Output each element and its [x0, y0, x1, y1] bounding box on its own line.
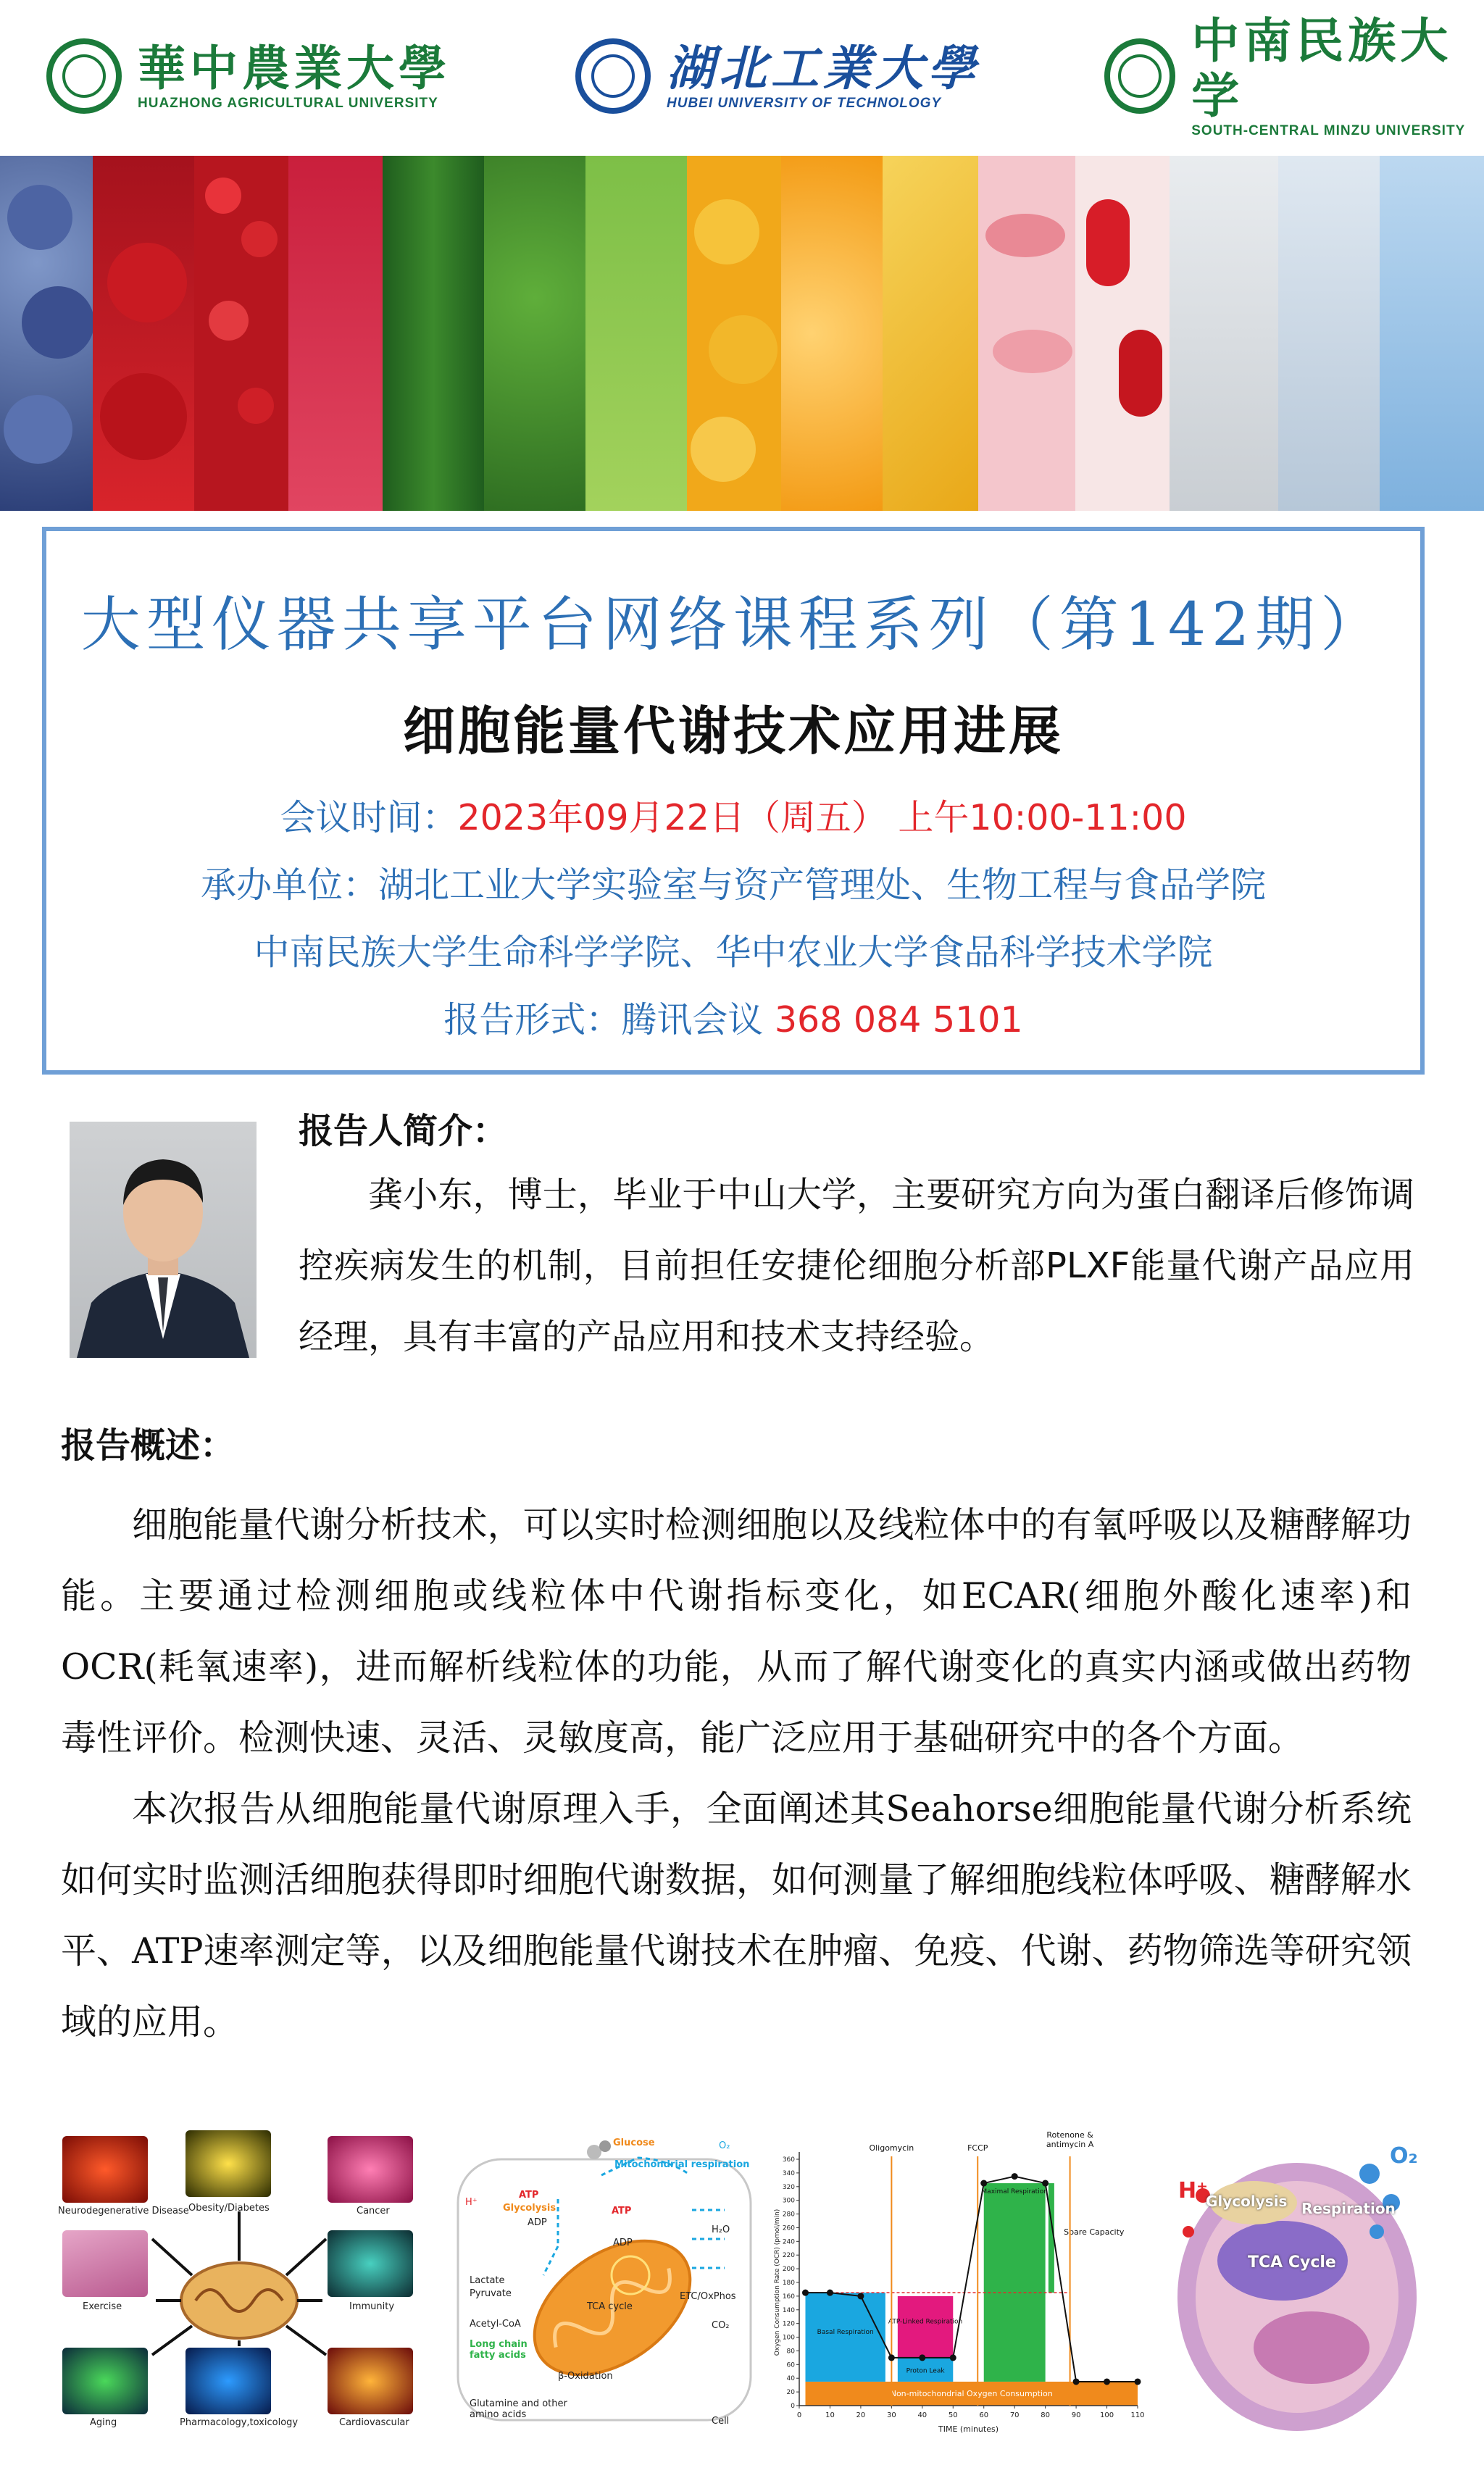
blue-tablets-strip: [1380, 156, 1484, 511]
label-neurodegenerative: Neurodegenerative Disease: [58, 2206, 189, 2216]
huazhong-seal-icon: [46, 38, 122, 114]
orange-slice-strip: [781, 156, 883, 511]
label-aging: Aging: [90, 2417, 117, 2428]
ocr-data-point: [1104, 2378, 1110, 2385]
hubei-seal-icon: [575, 38, 651, 114]
y-axis-label: Oxygen Consumption Rate (OCR) (pmol/min): [774, 2209, 781, 2356]
label-etc-oxphos: ETC/OxPhos: [680, 2291, 736, 2302]
injection-label: FCCP: [967, 2143, 988, 2153]
region-label-maximal: Maximal Respiration: [981, 2188, 1048, 2196]
label-adp-mito: ADP: [613, 2238, 633, 2248]
injection-label: antimycin A: [1046, 2140, 1094, 2149]
ocr-data-point: [1073, 2378, 1080, 2385]
label-cardiovascular: Cardiovascular: [339, 2417, 409, 2428]
ocr-chart-svg: [772, 2130, 1149, 2435]
label-cancer: Cancer: [357, 2206, 390, 2216]
organizer-value: 湖北工业大学实验室与资产管理处、生物工程与食品学院: [378, 864, 1267, 906]
y-tick-label: 300: [782, 2197, 795, 2205]
region-maximal: [984, 2183, 1046, 2382]
logo-name-cn: 華中農業大學: [138, 40, 451, 96]
broccoli-strip: [484, 156, 585, 511]
x-tick-label: 70: [1009, 2411, 1020, 2419]
tencent-meeting-id[interactable]: 368 084 5101: [774, 999, 1023, 1041]
label-atp-glycolysis: ATP: [519, 2190, 539, 2201]
ocr-data-point: [802, 2290, 809, 2296]
cherries-strip: [93, 156, 194, 511]
x-axis-label: TIME (minutes): [938, 2424, 999, 2434]
x-tick-label: 50: [948, 2411, 958, 2419]
organizer-line-1: [46, 857, 1420, 908]
injection-label: Rotenone &: [1046, 2130, 1093, 2140]
label-h-plus-cell: H⁺: [1178, 2178, 1208, 2203]
ocr-data-point: [1042, 2180, 1049, 2187]
y-tick-label: 160: [782, 2293, 795, 2301]
logo-name-cn: 湖北工業大學: [667, 40, 980, 96]
ocr-mito-stress-chart: [772, 2130, 1149, 2435]
overview-paragraph-1: 细胞能量代谢分析技术，可以实时检测细胞以及线粒体中的有氧呼吸以及糖酵解功能。主要通过检测细胞或线粒体中代谢指标变化，如ECAR(细胞外酸化速率)和OCR(耗氧速率)，进而解析线粒体的功能，从而了解代谢变化的真实内涵或做出药物毒性评价。检测快速、灵活、灵敏度高，能广泛应用于基础研究中的各个方面。: [61, 1504, 1412, 1759]
y-tick-label: 240: [782, 2238, 795, 2246]
region-atp-linked: [898, 2296, 953, 2358]
region-label-basal: Basal Respiration: [817, 2328, 874, 2336]
university-logos: [0, 0, 1484, 152]
ocr-data-point: [1135, 2378, 1141, 2385]
y-tick-label: 60: [786, 2361, 795, 2369]
meeting-time-value: 2023年09月22日（周五） 上午10:00-11:00: [457, 797, 1187, 838]
organizer-line-2: 中南民族大学生命科学学院、华中农业大学食品科学技术学院: [254, 932, 1213, 973]
ocr-data-point: [888, 2354, 895, 2361]
label-lactate: Lactate: [470, 2275, 505, 2286]
meeting-format: [46, 992, 1420, 1043]
raspberries-strip: [288, 156, 383, 511]
blueberries-strip: [0, 156, 93, 511]
meeting-time-label: 会议时间：: [280, 797, 458, 838]
x-tick-label: 100: [1099, 2411, 1114, 2419]
ocr-data-point: [1012, 2173, 1018, 2180]
logo-name-en: SOUTH-CENTRAL MINZU UNIVERSITY: [1191, 123, 1466, 138]
label-glycolysis: Glycolysis: [503, 2203, 556, 2214]
label-h-plus: H⁺: [465, 2197, 478, 2208]
white-capsules-strip: [1170, 156, 1278, 511]
label-respiration-cell: Respiration: [1301, 2200, 1396, 2217]
ocr-data-point: [857, 2293, 864, 2299]
gel-capsules-strip: [883, 156, 978, 511]
y-tick-label: 140: [782, 2306, 795, 2314]
y-tick-label: 260: [782, 2224, 795, 2232]
label-cell: Cell: [712, 2416, 730, 2427]
organizer-label: 承办单位：: [200, 864, 378, 906]
cell-energy-illustration: [1159, 2130, 1427, 2435]
speaker-bio: [299, 1159, 1414, 1372]
x-tick-label: 80: [1041, 2411, 1051, 2419]
y-tick-label: 40: [786, 2375, 795, 2383]
label-glucose: Glucose: [613, 2138, 655, 2148]
region-label-atp-linked: ATP-Linked Respiration: [888, 2318, 963, 2326]
y-tick-label: 80: [786, 2348, 795, 2356]
label-co2: CO₂: [712, 2320, 730, 2331]
ocr-data-point: [919, 2354, 925, 2361]
series-title: 大型仪器共享平台网络课程系列（第142期）: [80, 591, 1386, 659]
food-and-pills-banner: [0, 156, 1484, 511]
y-tick-label: 120: [782, 2320, 795, 2328]
label-pharmacology: Pharmacology,toxicology: [180, 2417, 299, 2428]
label-o2-cell: O₂: [1390, 2143, 1418, 2169]
speaker-heading: 报告人简介：: [299, 1111, 508, 1151]
label-glycolysis-cell: Glycolysis: [1206, 2193, 1288, 2210]
y-tick-label: 340: [782, 2169, 795, 2177]
label-h2o: H₂O: [712, 2224, 730, 2235]
huazhong-agricultural-university-logo: [46, 29, 451, 123]
label-acetyl-coa: Acetyl-CoA: [470, 2319, 521, 2330]
x-tick-label: 10: [825, 2411, 835, 2419]
x-tick-label: 40: [917, 2411, 928, 2419]
lecture-info-box: [42, 527, 1425, 1075]
x-tick-label: 110: [1130, 2411, 1145, 2419]
overview-heading: 报告概述：: [61, 1425, 235, 1466]
label-obesity-diabetes: Obesity/Diabetes: [188, 2203, 270, 2214]
minzu-seal-icon: [1104, 38, 1175, 114]
hubei-university-of-technology-logo: [575, 29, 980, 123]
region-label-spare-capacity: Spare Capacity: [1064, 2227, 1125, 2237]
x-tick-label: 60: [979, 2411, 989, 2419]
x-tick-label: 30: [886, 2411, 896, 2419]
cucumbers-strip: [383, 156, 484, 511]
label-mito-respiration: Mitochondrial respiration: [614, 2159, 750, 2170]
y-tick-label: 220: [782, 2252, 795, 2260]
region-basal: [805, 2293, 885, 2382]
ocr-data-point: [950, 2354, 956, 2361]
label-adp-glycolysis: ADP: [528, 2217, 547, 2228]
label-glutamine: Glutamine and other amino acids: [470, 2398, 567, 2420]
overview-paragraph-2: 本次报告从细胞能量代谢原理入手，全面阐述其Seahorse细胞能量代谢分析系统如何实时监测活细胞获得即时细胞代谢数据，如何测量了解细胞线粒体呼吸、糖酵解水平、ATP速率测定等，以及细胞能量代谢技术在肿瘤、免疫、代谢、药物筛选等研究领域的应用。: [61, 1788, 1412, 2043]
label-tca-cycle: TCA cycle: [587, 2301, 633, 2312]
label-pyruvate: Pyruvate: [470, 2288, 512, 2299]
label-beta-oxidation: β-Oxidation: [558, 2371, 613, 2382]
south-central-minzu-university-logo: [1104, 12, 1484, 138]
label-fatty-acids: Long chain fatty acids: [470, 2339, 528, 2361]
red-currants-strip: [194, 156, 288, 511]
speaker-bio-text: 龚小东，博士，毕业于中山大学，主要研究方向为蛋白翻译后修饰调控疾病发生的机制，目前担任安捷伦细胞分析部PLXF能量代谢产品应用经理，具有丰富的产品应用和技术支持经验。: [299, 1175, 1414, 1357]
yellow-berries-strip: [687, 156, 781, 511]
metabolic-pathway-figure: [449, 2130, 761, 2435]
y-tick-label: 20: [786, 2389, 795, 2397]
label-exercise: Exercise: [83, 2301, 122, 2312]
white-tablets-strip: [1278, 156, 1380, 511]
logo-name-cn: 中南民族大学: [1191, 12, 1453, 124]
label-o2: O₂: [719, 2140, 730, 2151]
logo-name-en: HUBEI UNIVERSITY OF TECHNOLOGY: [667, 96, 942, 111]
x-tick-label: 0: [796, 2411, 802, 2419]
meeting-time: [46, 790, 1420, 841]
label-tca-cycle-cell: TCA Cycle: [1248, 2253, 1336, 2272]
region-label-non-mito: Non-mitochondrial Oxygen Consumption: [890, 2388, 1053, 2398]
x-tick-label: 90: [1071, 2411, 1081, 2419]
overview-body: [61, 1490, 1412, 2058]
label-atp-mito: ATP: [612, 2206, 632, 2216]
pink-tablets-strip: [978, 156, 1075, 511]
ocr-data-point: [980, 2180, 987, 2187]
y-tick-label: 200: [782, 2266, 795, 2274]
ocr-data-point: [827, 2290, 833, 2296]
label-immunity: Immunity: [349, 2301, 395, 2312]
y-tick-label: 100: [782, 2334, 795, 2342]
x-tick-label: 20: [856, 2411, 866, 2419]
y-tick-label: 180: [782, 2280, 795, 2287]
y-tick-label: 0: [791, 2403, 795, 2410]
y-tick-label: 360: [782, 2156, 795, 2164]
y-tick-label: 280: [782, 2211, 795, 2219]
mitochondria-applications-figure: [58, 2130, 435, 2435]
kale-strip: [585, 156, 687, 511]
lecture-title: 细胞能量代谢技术应用进展: [402, 701, 1064, 762]
injection-label: Oligomycin: [869, 2143, 914, 2153]
red-capsules-strip: [1075, 156, 1170, 511]
logo-name-en: HUAZHONG AGRICULTURAL UNIVERSITY: [138, 96, 438, 111]
meeting-format-label: 报告形式：腾讯会议: [443, 999, 775, 1041]
region-label-proton-leak: Proton Leak: [906, 2367, 945, 2375]
y-tick-label: 320: [782, 2183, 795, 2191]
speaker-photo: [70, 1122, 257, 1358]
